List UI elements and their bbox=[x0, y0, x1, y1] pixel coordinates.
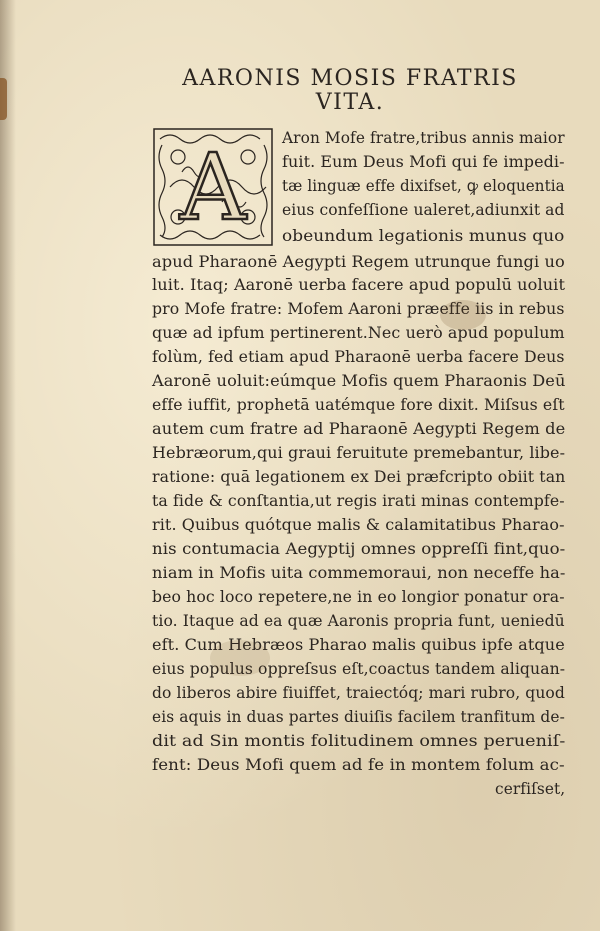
edge-stain bbox=[0, 78, 7, 120]
decorated-initial-a-icon bbox=[152, 127, 274, 247]
text-line: tio. Itaque ad ea quæ Aaronis propria funt, ueniedū bbox=[152, 611, 565, 630]
text-line: do liberos abire fiuiffet, traiectóq; mari rubro, quod bbox=[152, 683, 565, 702]
paper-stain bbox=[210, 640, 270, 676]
text-line: eft. Cum Hebræos Pharao malis quibus ipfe atque bbox=[152, 635, 565, 654]
decorated-initial bbox=[152, 127, 274, 247]
text-line: Aaronē uoluit:eúmque Mofis quem Pharaonis Deū bbox=[152, 371, 566, 390]
text-line: Aron Mofe fratre,tribus annis maior bbox=[282, 128, 565, 147]
text-line: fent: Deus Mofi quem ad fe in montem folum ac- bbox=[152, 755, 565, 774]
text-line: nis contumacia Aegyptij omnes oppreſſi fint,quo- bbox=[152, 539, 566, 558]
text-line: fuit. Eum Deus Mofi qui fe impedi- bbox=[282, 152, 565, 171]
text-line: tæ linguæ effe dixifset, ꝙ eloquentia bbox=[282, 176, 565, 195]
text-line: luit. Itaq; Aaronē uerba facere apud populū uoluit bbox=[152, 275, 566, 294]
text-line: folùm, fed etiam apud Pharaonē uerba facere Deus bbox=[152, 347, 565, 366]
text-line: obeundum legationis munus quo bbox=[282, 226, 565, 245]
text-line: pro Mofe fratre: Mofem Aaroni præeffe iis in rebus bbox=[152, 299, 565, 318]
title-line-1: AARONIS MOSIS FRATRIS bbox=[182, 66, 518, 91]
text-line: niam in Mofis uita commemoraui, non neceffe ha- bbox=[152, 563, 566, 582]
text-line: Hebræorum,qui graui feruitute premebantur, libe- bbox=[152, 443, 566, 462]
text-line: eis aquis in duas partes diuiſis facilem tranfitum de- bbox=[152, 707, 565, 726]
text-line: ta fide & conſtantia,ut regis irati minas contempfe- bbox=[152, 491, 565, 510]
text-line: rit. Quibus quótque malis & calamitatibus Pharao- bbox=[152, 515, 565, 534]
initial-letter: A bbox=[179, 134, 247, 241]
title-line-2: VITA. bbox=[315, 90, 385, 115]
text-line: quæ ad ipfum pertinerent.Nec uerò apud populum bbox=[152, 323, 565, 342]
text-line: ratione: quā legationem ex Dei præfcripto obiit tan bbox=[152, 467, 566, 486]
text-line: effe iuffit, prophetā uatémque fore dixit. Miſsus eſt bbox=[152, 395, 565, 414]
text-line: eius populus oppreſsus eſt,coactus tandem aliquan- bbox=[152, 659, 566, 678]
text-line: autem cum fratre ad Pharaonē Aegypti Regem de bbox=[152, 419, 566, 438]
paper-stain bbox=[440, 300, 486, 330]
text-line: eius confeſſione ualeret,adiunxit ad bbox=[282, 200, 565, 219]
text-line: apud Pharaonē Aegypti Regem utrunque fungi uo bbox=[152, 252, 565, 271]
text-line: dit ad Sin montis folitudinem omnes perueniſ- bbox=[152, 731, 566, 750]
text-line: cerfiſset, bbox=[495, 779, 566, 798]
text-line: beo hoc loco repetere,ne in eo longior ponatur ora- bbox=[152, 587, 565, 606]
binding-gutter-shadow bbox=[0, 0, 16, 931]
